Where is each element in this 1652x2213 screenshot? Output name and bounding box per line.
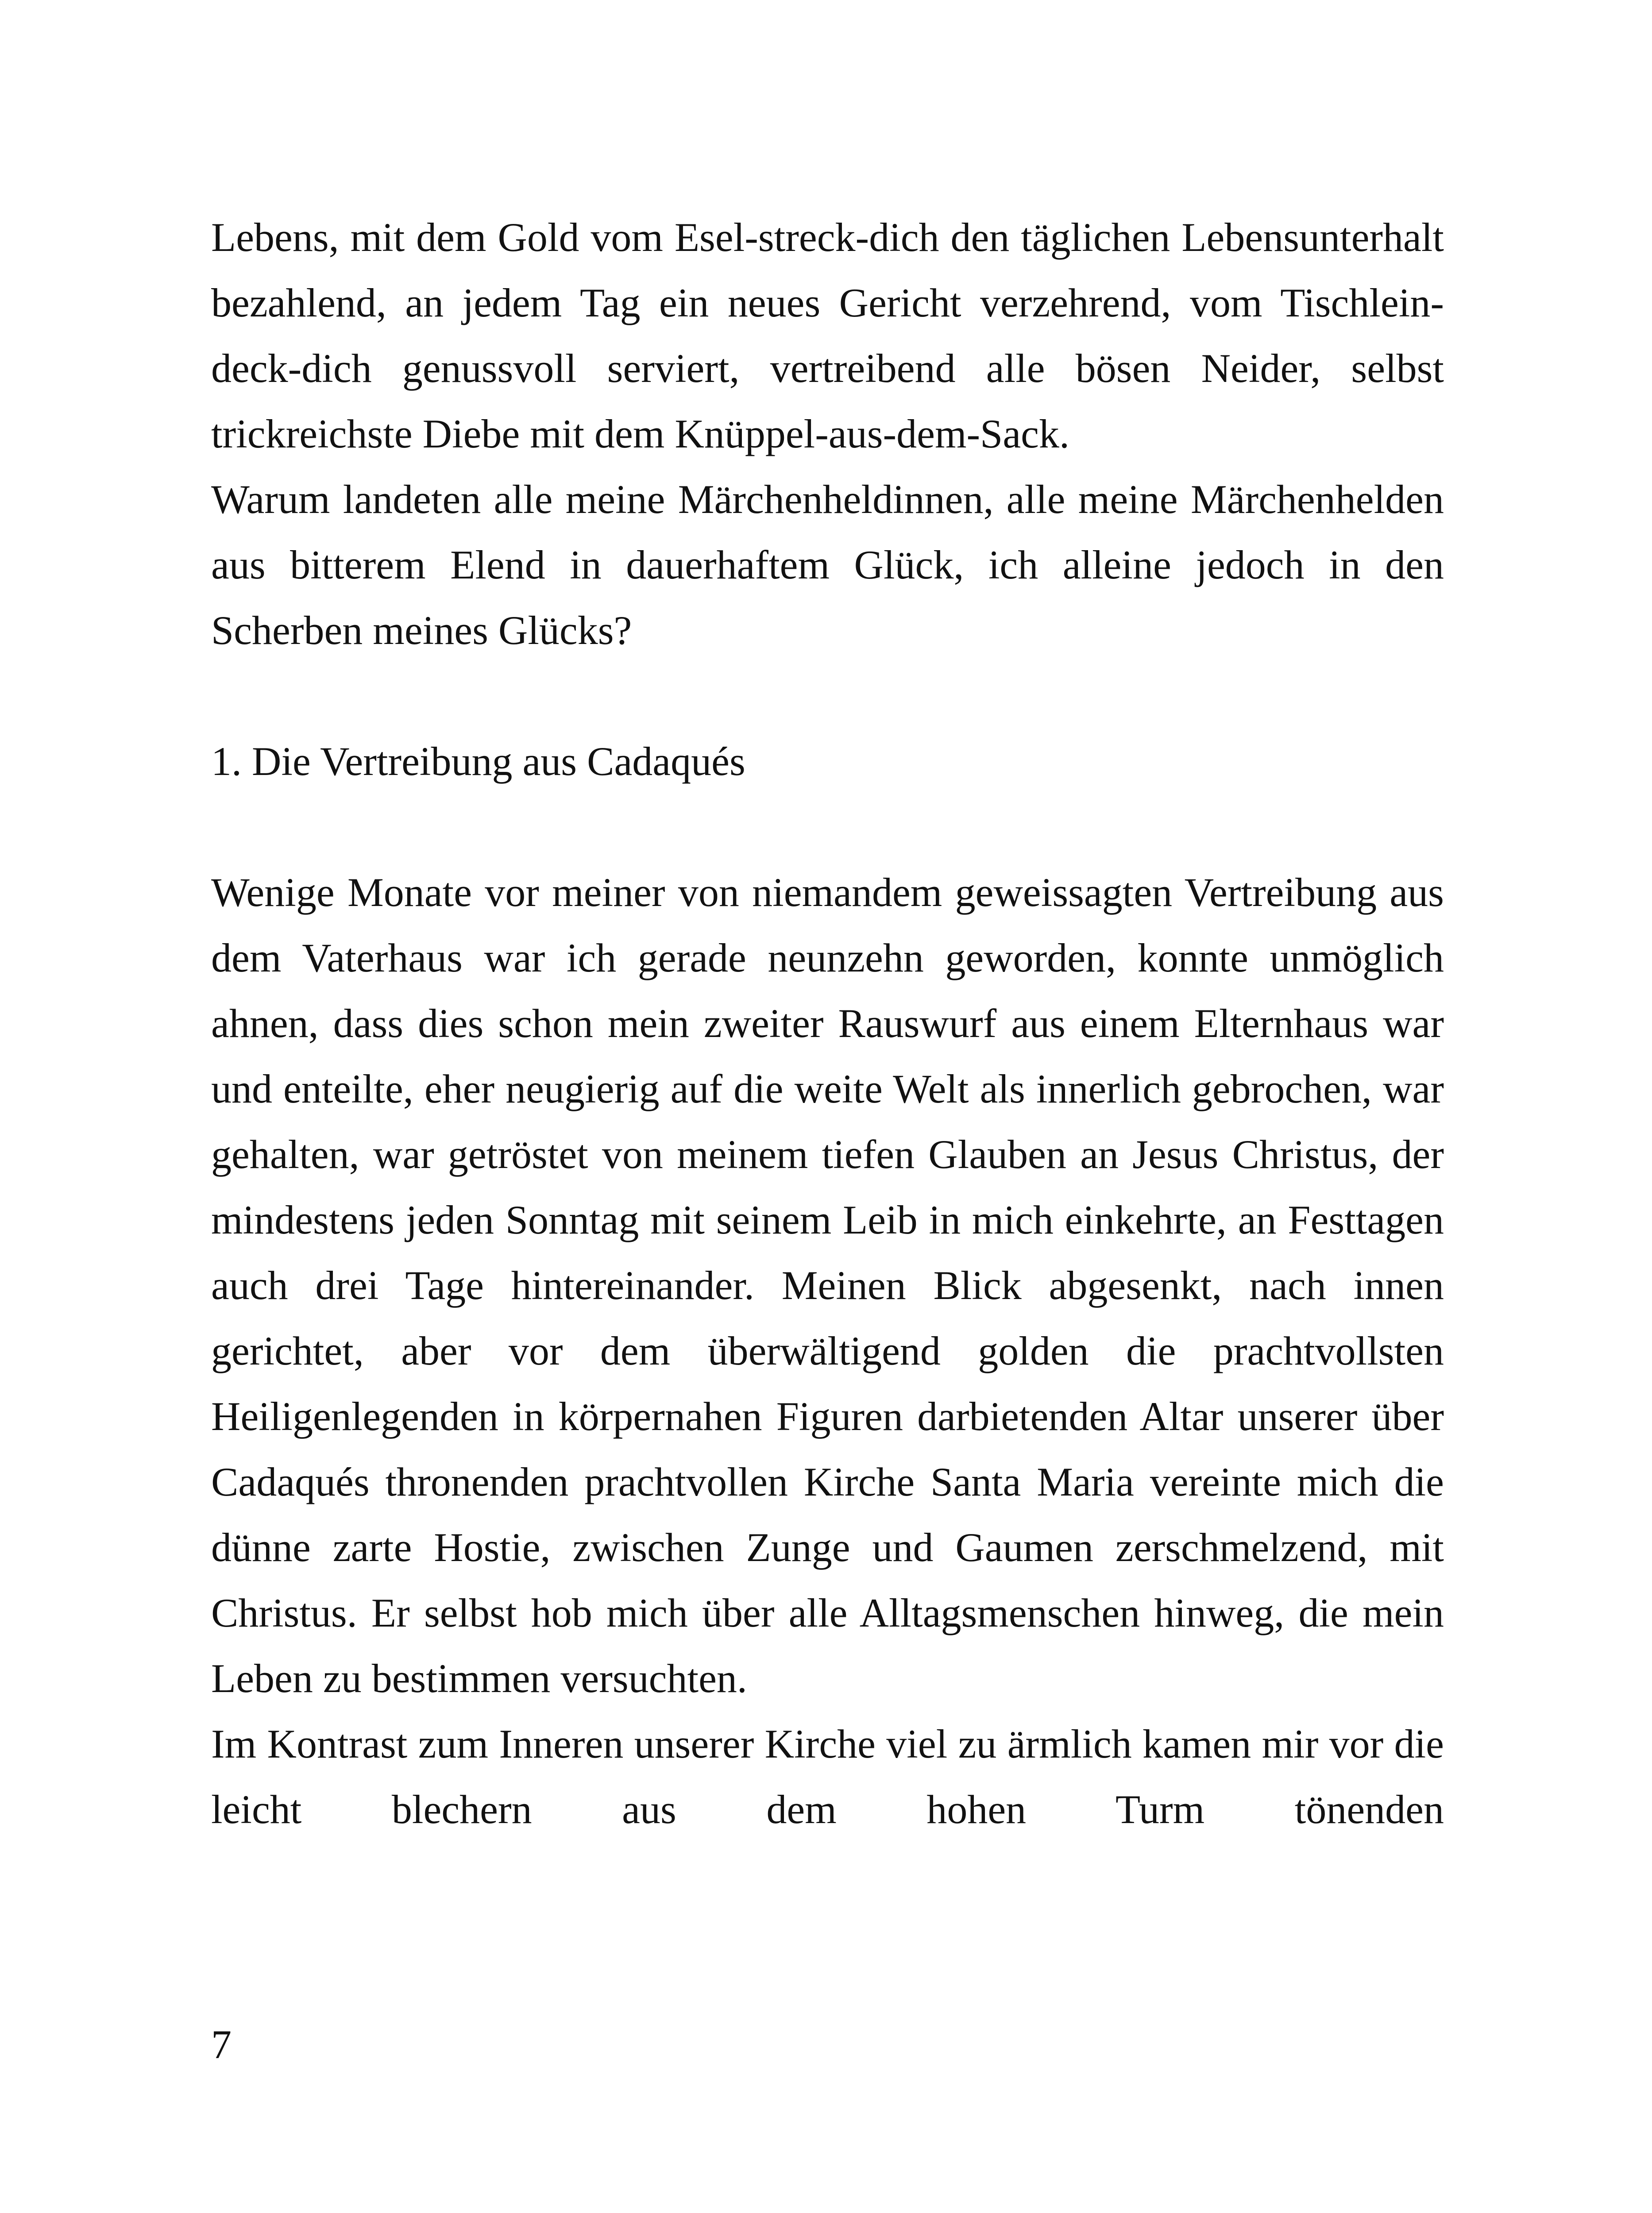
paragraph-warum: Warum landeten alle meine Märchenheldinnen, alle meine Märchenhelden aus bitterem Elend in dauerhaftem Glück, ich alleine jedoch in den Scherben meines Glücks? (211, 477, 1444, 653)
paragraph-wenige-monate: Wenige Monate vor meiner von niemandem geweissagten Vertreibung aus dem Vaterhaus war ich gerade neunzehn geworden, konnte unmöglich ahnen, dass dies schon mein zweiter Rauswurf aus einem Elternhaus war und enteilte, eher neugierig auf die weite Welt als innerlich gebrochen, war gehalten, war getröstet von meinem tiefen Glauben an Jesus Christus, der mindestens jeden Sonntag mit seinem Leib in mich einkehrte, an Festtagen auch drei Tage hintereinander. Meinen Blick abgesenkt, nach innen gerichtet, aber vor dem überwältigend golden die prachtvollsten Heiligenlegenden in körpernahen Figuren darbietenden Altar unserer über Cadaqués thronenden prachtvollen Kirche Santa Maria vereinte mich die dünne zarte Hostie, zwischen Zunge und Gaumen zerschmelzend, mit Christus. Er selbst hob mich über alle Alltagsmenschen hinweg, die mein Leben zu bestimmen versuchten. (211, 870, 1444, 1701)
paragraph-im-kontrast: Im Kontrast zum Inneren unserer Kirche viel zu ärmlich kamen mir vor die leicht blechern aus dem hohen Turm tönenden (211, 1721, 1444, 1832)
chapter-heading: 1. Die Vertreibung aus Cadaqués (211, 739, 745, 784)
page-number: 7 (211, 2022, 232, 2067)
paragraph-lebens: Lebens, mit dem Gold vom Esel-streck-dich den täglichen Lebensunterhalt bezahlend, an jedem Tag ein neues Gericht verzehrend, vom Tischlein-deck-dich genussvoll serviert, vertreibend alle bösen Neider, selbst trickreichste Diebe mit dem Knüppel-aus-dem-Sack. (211, 215, 1444, 456)
page-body (211, 204, 1444, 1842)
